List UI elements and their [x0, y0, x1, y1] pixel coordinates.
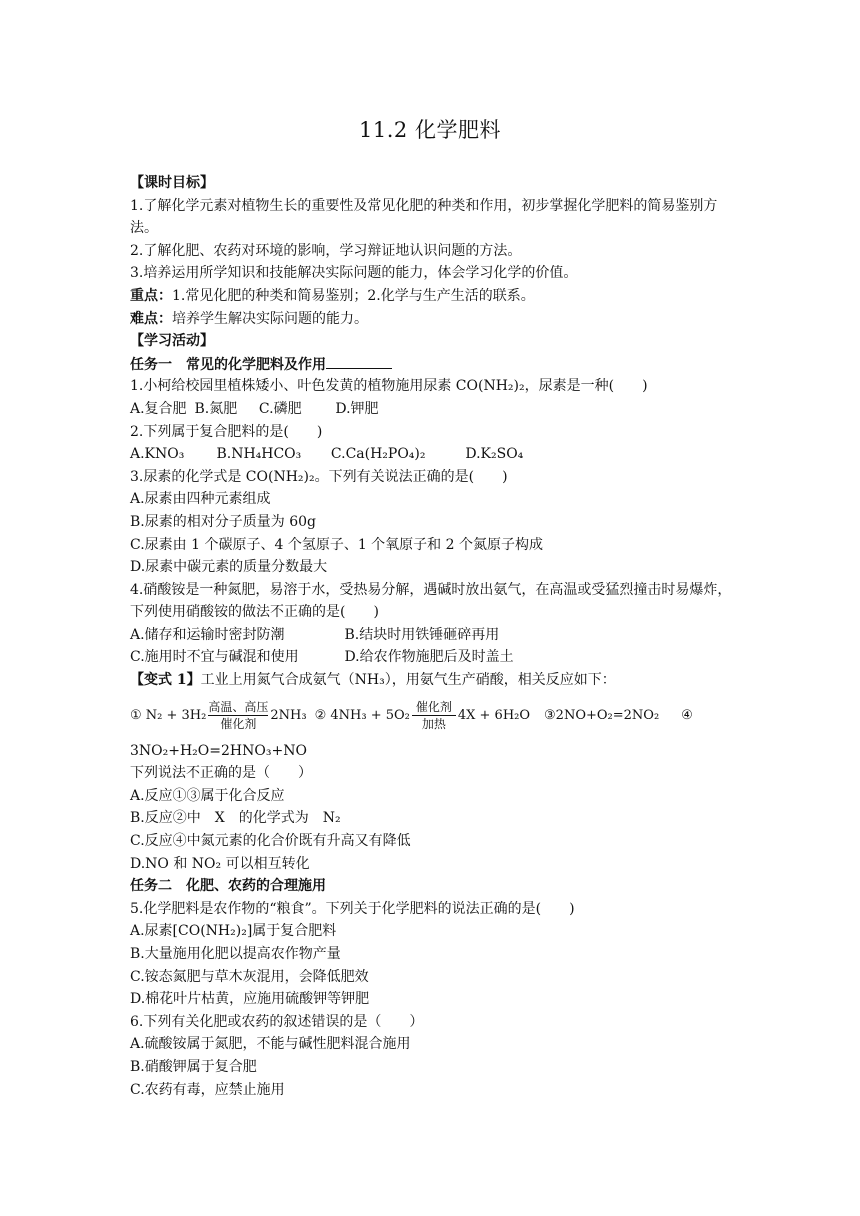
- variant-1-option-a: A.反应①③属于化合反应: [130, 787, 285, 804]
- reaction-2-condition-top: 催化剂: [415, 700, 452, 715]
- variant-1-intro: [130, 669, 742, 692]
- task-1-text: 任务一 常见的化学肥料及作用: [130, 356, 326, 373]
- q2-stem: 2.下列属于复合肥料的是( ): [130, 423, 323, 440]
- q1-stem: 1.小柯给校园里植株矮小、叶色发黄的植物施用尿素 CO(NH₂)₂，尿素是一种( ): [130, 378, 648, 395]
- reaction-1-condition-top: 高温、高压: [208, 700, 269, 715]
- key-points: [130, 285, 742, 308]
- q2-option-a: A.KNO₃: [130, 446, 185, 463]
- q3-option-c: C.尿素由 1 个碳原子、4 个氢原子、1 个氧原子和 2 个氮原子构成: [130, 536, 543, 553]
- q4-options-row-1: [130, 624, 742, 647]
- q5-stem: 5.化学肥料是农作物的“粮食”。下列关于化学肥料的说法正确的是( ): [130, 900, 575, 917]
- reaction-2-right: 4X + 6H₂O: [457, 708, 531, 724]
- key-text: 1.常见化肥的种类和简易鉴别；2.化学与生产生活的联系。: [172, 287, 535, 304]
- q4-stem: 4.硝酸铵是一种氮肥，易溶于水，受热易分解，遇碱时放出氨气，在高温或受猛烈撞击时易爆炸，下列使用硝酸铵的做法不正确的是( ): [130, 581, 732, 621]
- task-2-heading: 任务二 化肥、农药的合理施用: [130, 878, 326, 895]
- diff-label: 难点：: [130, 310, 172, 327]
- key-label: 重点：: [130, 287, 172, 304]
- q2-options: [130, 443, 742, 466]
- goal-3: 3.培养运用所学知识和技能解决实际问题的能力，体会学习化学的价值。: [130, 265, 578, 282]
- difficult-points: [130, 308, 742, 331]
- q1-option-a: A.复合肥: [130, 400, 187, 417]
- q5-option-d: D.棉花叶片枯黄，应施用硫酸钾等钾肥: [130, 991, 370, 1008]
- q2-option-d: D.K₂SO₄: [465, 446, 524, 463]
- reaction-1-right: 2NH₃: [270, 708, 307, 724]
- reactions-row: [130, 692, 742, 740]
- reaction-2-left: ② 4NH₃ + 5O₂: [314, 708, 410, 724]
- reaction-2-condition-bottom: 加热: [421, 717, 446, 732]
- diff-text: 培养学生解决实际问题的能力。: [172, 310, 368, 327]
- reaction-3: ③2NO+O₂=2NO₂: [544, 708, 660, 724]
- q4-option-d: D.给农作物施肥后及时盖土: [344, 649, 514, 666]
- reaction-4: 3NO₂+H₂O=2HNO₃+NO: [130, 742, 307, 759]
- page-title: 11.2 化学肥料: [359, 118, 501, 142]
- worksheet-body: [130, 172, 742, 1101]
- reaction-1-left: ① N₂ + 3H₂: [130, 708, 207, 724]
- variant-label: 【变式 1】: [130, 672, 201, 689]
- goal-1: 1.了解化学元素对植物生长的重要性及常见化肥的种类和作用，初步掌握化学肥料的简易鉴别方法。: [130, 197, 718, 237]
- reaction-1-condition: [208, 699, 268, 732]
- q6-stem: 6.下列有关化肥或农药的叙述错误的是（ ）: [130, 1013, 424, 1030]
- variant-1-option-d: D.NO 和 NO₂ 可以相互转化: [130, 855, 310, 872]
- goals-heading: 【课时目标】: [130, 175, 214, 191]
- reaction-4-number: ④: [681, 708, 693, 724]
- q2-option-b: B.NH₄HCO₃: [216, 446, 302, 463]
- q6-option-a: A.硫酸铵属于氮肥，不能与碱性肥料混合施用: [130, 1036, 411, 1053]
- reaction-1-condition-bottom: 催化剂: [220, 717, 257, 732]
- activity-heading: 【学习活动】: [130, 333, 214, 350]
- variant-1-stem: 下列说法不正确的是（ ）: [130, 765, 312, 782]
- q4-option-b: B.结块时用铁锤砸碎再用: [344, 626, 500, 643]
- q1-options: [130, 398, 742, 421]
- variant-1-option-c: C.反应④中氮元素的化合价既有升高又有降低: [130, 833, 411, 850]
- q6-option-c: C.农药有毒，应禁止施用: [130, 1081, 285, 1098]
- q3-option-a: A.尿素由四种元素组成: [130, 491, 271, 508]
- q6-option-b: B.硝酸钾属于复合肥: [130, 1058, 257, 1075]
- q3-option-b: B.尿素的相对分子质量为 60g: [130, 513, 316, 530]
- goal-2: 2.了解化肥、农药对环境的影响，学习辩证地认识问题的方法。: [130, 242, 522, 259]
- q3-stem: 3.尿素的化学式是 CO(NH₂)₂。下列有关说法正确的是( ): [130, 468, 508, 485]
- q1-option-c: C.磷肥: [258, 400, 302, 417]
- answer-blank: [326, 353, 392, 369]
- q4-option-a: A.储存和运输时密封防潮: [130, 626, 285, 643]
- q2-option-c: C.Ca(H₂PO₄)₂: [330, 446, 426, 463]
- variant-1-option-b: B.反应②中 X 的化学式为 N₂: [130, 810, 341, 827]
- q1-option-d: D.钾肥: [335, 400, 379, 417]
- q3-option-d: D.尿素中碳元素的质量分数最大: [130, 559, 328, 576]
- reaction-2-condition: [412, 699, 456, 732]
- q5-option-c: C.铵态氮肥与草木灰混用，会降低肥效: [130, 968, 369, 985]
- q5-option-a: A.尿素[CO(NH₂)₂]属于复合肥料: [130, 923, 337, 940]
- q4-option-c: C.施用时不宜与碱混和使用: [130, 649, 299, 666]
- q5-option-b: B.大量施用化肥以提高农作物产量: [130, 946, 341, 962]
- q1-option-b: B.氮肥: [194, 400, 238, 417]
- variant-intro-text: 工业上用氮气合成氨气（NH₃），用氨气生产硝酸，相关反应如下：: [200, 672, 616, 689]
- q4-options-row-2: [130, 646, 742, 669]
- task-1-heading: [130, 353, 742, 376]
